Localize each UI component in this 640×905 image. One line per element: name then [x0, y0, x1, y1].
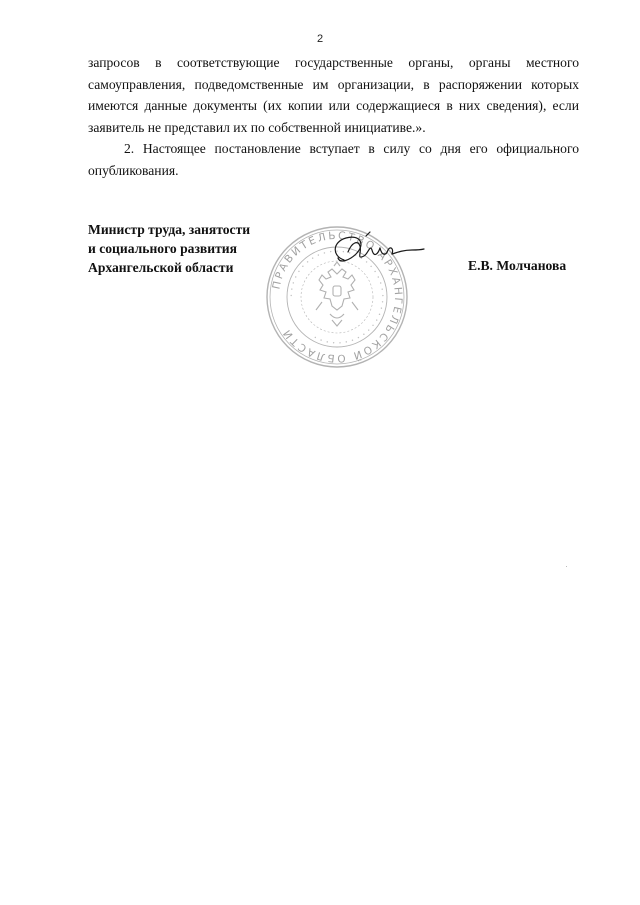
- signatory-position-line: и социального развития: [88, 241, 237, 256]
- svg-text:• • • • • • • • • • • • • • •: • • • • • • • • • • • • • • • • • • • • • • • • • • • • • • • • • • • • • •: [288, 248, 386, 346]
- signatory-position-line: Архангельской области: [88, 260, 234, 275]
- handwritten-signature-icon: [326, 230, 426, 278]
- signatory-position-line: Министр труда, занятости: [88, 222, 251, 237]
- signer-name: Е.В. Молчанова: [468, 258, 567, 273]
- seal-ring-text: ПРАВИТЕЛЬСТВО АРХАНГЕЛЬСКОЙ ОБЛАСТИ: [270, 229, 405, 365]
- signatory-position: [88, 220, 250, 277]
- paragraph-continuation: запросов в соответствующие государственные органы, органы местного самоуправления, подведомственные им организации, в распоряжении которых имеются данные документы (их копии или содержащиеся в них сведения), если заявитель не представил их по собственной инициативе.».: [88, 55, 579, 135]
- scan-speck: [566, 566, 567, 567]
- document-body: [88, 52, 579, 181]
- page-number: 2: [316, 33, 324, 45]
- paragraph-effective-date: 2. Настоящее постановление вступает в силу со дня его официального опубликования.: [88, 141, 579, 178]
